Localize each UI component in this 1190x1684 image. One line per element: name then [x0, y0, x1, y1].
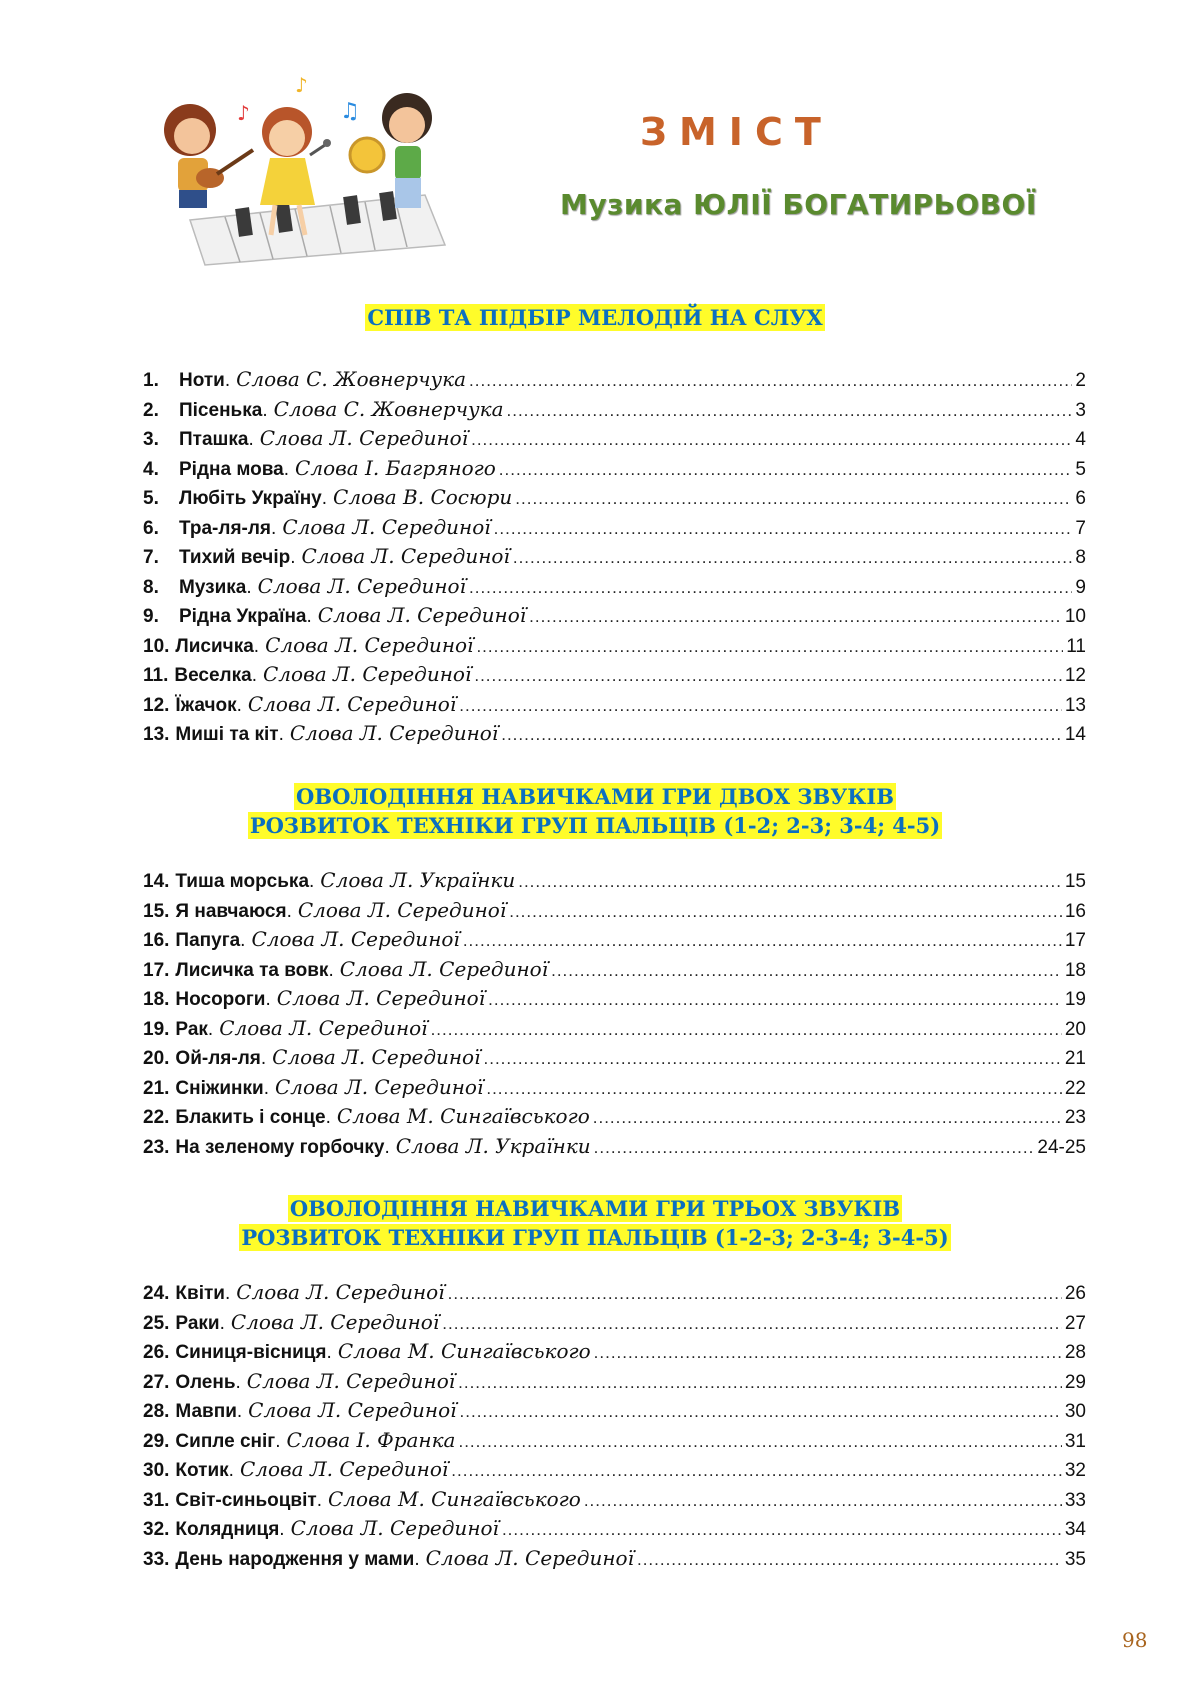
dot-leader: [451, 1461, 1062, 1481]
entry-page-number: 17: [1064, 930, 1086, 951]
entry-page-number: 12: [1064, 665, 1086, 686]
entry-number: 2.: [143, 399, 159, 421]
entry-number: 16.: [143, 930, 170, 951]
entry-title: Рідна мова: [179, 458, 284, 480]
entry-title: Тиша морська: [175, 871, 310, 892]
toc-entry: 22. Блакить і сонце . Слова М. Сингаївського ..... 23: [143, 1104, 1086, 1134]
dot-leader: [471, 430, 1072, 450]
entry-page-number: 13: [1064, 694, 1086, 716]
toc-entry: 32. Колядниця . Слова Л. Серединої ..... 34: [143, 1516, 1086, 1546]
dot-leader: [593, 1108, 1062, 1128]
toc-entry: 24. Квіти . Слова Л. Серединої ..... 26: [143, 1280, 1086, 1310]
dot-leader: [476, 637, 1063, 657]
entry-page-number: 7: [1075, 517, 1086, 539]
entry-lyricist: Слова Л. Серединої: [301, 544, 510, 568]
entry-title: День народження у мами: [175, 1548, 415, 1570]
entry-number: 15.: [143, 900, 170, 922]
entry-lyricist: Слова Л. Серединої: [317, 603, 527, 627]
dot-leader: [551, 961, 1062, 981]
entry-title: Веселка: [174, 665, 252, 686]
entry-number: 12.: [143, 694, 170, 716]
dot-leader: [513, 548, 1073, 568]
toc-entry: 1. Ноти . Слова С. Жовнерчука ..... 2: [143, 367, 1086, 397]
dot-leader: [501, 725, 1062, 745]
entry-title: Сніжинки: [175, 1077, 264, 1099]
entry-lyricist: Слова Л. Серединої: [251, 927, 460, 951]
toc-entry: 33. День народження у мами . Слова Л. Серединої ..... 35: [143, 1546, 1086, 1576]
dot-leader: [458, 1373, 1062, 1393]
entry-title: Ой-ля-ля: [175, 1048, 261, 1069]
entry-title: Синиця-вісниця: [175, 1342, 327, 1363]
dot-leader: [486, 1079, 1062, 1099]
entry-lyricist: Слова Л. Серединої: [339, 956, 549, 981]
composer-subtitle: Музика ЮЛІЇ БОГАТИРЬОВОЇ: [560, 188, 1037, 221]
entry-number: 24.: [143, 1283, 170, 1304]
entry-page-number: 33: [1064, 1489, 1086, 1511]
entry-title: Світ-синьоцвіт: [175, 1489, 317, 1511]
toc-entry: 31. Світ-синьоцвіт . Слова М. Сингаївського ..... 33: [143, 1487, 1086, 1517]
dot-leader: [469, 578, 1072, 598]
dot-leader: [458, 1432, 1061, 1452]
dot-leader: [509, 902, 1062, 922]
entry-number: 19.: [143, 1018, 170, 1040]
section-heading-line: ОВОЛОДІННЯ НАВИЧКАМИ ГРИ ТРЬОХ ЗВУКІВ: [289, 1196, 901, 1221]
entry-page-number: 29: [1064, 1371, 1086, 1393]
entry-number: 22.: [143, 1107, 170, 1128]
toc-entry: 28. Мавпи . Слова Л. Серединої ..... 30: [143, 1398, 1086, 1428]
dot-leader: [515, 489, 1072, 509]
section-heading-3: [0, 1194, 1190, 1252]
entry-title: Папуга: [175, 930, 241, 951]
toc-entry: 5. Любіть Україну . Слова В. Сосюри ..... 6: [143, 485, 1086, 515]
entry-lyricist: Слова Л. Серединої: [276, 986, 486, 1010]
entry-lyricist: Слова Л. Українки: [395, 1133, 591, 1158]
page-number: 98: [1122, 1628, 1148, 1652]
entry-title: Лисичка: [175, 635, 254, 657]
toc-entry: 30. Котик . Слова Л. Серединої ..... 32: [143, 1457, 1086, 1487]
entry-title: Котик: [175, 1460, 229, 1481]
entry-lyricist: Слова Л. Українки: [320, 868, 516, 892]
toc-entry: 2. Пісенька . Слова С. Жовнерчука ..... 3: [143, 397, 1086, 427]
entry-page-number: 4: [1075, 429, 1086, 450]
entry-lyricist: Слова Л. Серединої: [297, 897, 507, 922]
entry-lyricist: Слова Л. Серединої: [239, 1457, 449, 1481]
entry-page-number: 9: [1075, 576, 1086, 598]
entry-number: 6.: [143, 517, 159, 539]
entry-number: 10.: [143, 635, 170, 657]
dot-leader: [469, 371, 1072, 391]
section-heading-1: [0, 303, 1190, 332]
dot-leader: [484, 1049, 1062, 1069]
entry-page-number: 24-25: [1037, 1136, 1086, 1158]
entry-number: 29.: [143, 1430, 170, 1452]
entry-lyricist: Слова Л. Серединої: [290, 1516, 499, 1540]
toc-entry: 9. Рідна Україна . Слова Л. Серединої ..... 10: [143, 603, 1086, 633]
dot-leader: [448, 1284, 1062, 1304]
entry-number: 21.: [143, 1077, 170, 1099]
entry-lyricist: Слова Л. Серединої: [265, 632, 474, 657]
toc-entry: 8. Музика . Слова Л. Серединої ..... 9: [143, 574, 1086, 604]
entry-number: 23.: [143, 1136, 170, 1158]
dot-leader: [584, 1491, 1062, 1511]
entry-title: Колядниця: [175, 1519, 280, 1540]
entry-lyricist: Слова І. Франка: [286, 1427, 456, 1452]
entry-lyricist: Слова Л. Серединої: [257, 573, 466, 598]
dot-leader: [488, 990, 1062, 1010]
entry-title: Ноти: [179, 370, 225, 391]
boy-with-tambourine: [350, 93, 432, 208]
entry-title: Любіть Україну: [179, 488, 322, 509]
entry-lyricist: Слова М. Сингаївського: [336, 1104, 590, 1128]
dot-leader: [463, 931, 1062, 951]
entry-lyricist: Слова Л. Серединої: [236, 1280, 445, 1304]
entry-page-number: 32: [1064, 1460, 1086, 1481]
toc-entry: 10. Лисичка . Слова Л. Серединої ..... 11: [143, 633, 1086, 663]
entry-title: Олень: [175, 1371, 236, 1393]
entry-page-number: 8: [1075, 547, 1086, 568]
dot-leader: [474, 666, 1062, 686]
entry-title: Рак: [175, 1018, 208, 1040]
entry-number: 26.: [143, 1342, 170, 1363]
entry-page-number: 30: [1064, 1401, 1086, 1422]
entry-title: На зеленому горбочку: [175, 1136, 385, 1158]
dot-leader: [494, 519, 1073, 539]
entry-lyricist: Слова Л. Серединої: [230, 1309, 440, 1334]
entry-number: 17.: [143, 959, 170, 981]
toc-entry: 13. Миші та кіт . Слова Л. Серединої ..... 14: [143, 721, 1086, 751]
entry-page-number: 16: [1064, 900, 1086, 922]
entry-lyricist: Слова М. Сингаївського: [337, 1339, 591, 1363]
dot-leader: [442, 1314, 1062, 1334]
entry-number: 30.: [143, 1460, 170, 1481]
entry-lyricist: Слова Л. Серединої: [289, 721, 499, 745]
entry-title: Тихий вечір: [179, 547, 291, 568]
entry-lyricist: Слова В. Сосюри: [333, 485, 513, 509]
entry-title: Тра-ля-ля: [179, 517, 272, 539]
entry-title: Рідна Україна: [179, 606, 307, 627]
toc-entry: 3. Пташка . Слова Л. Серединої ..... 4: [143, 426, 1086, 456]
entry-page-number: 10: [1064, 606, 1086, 627]
entry-page-number: 19: [1064, 989, 1086, 1010]
dot-leader: [518, 872, 1062, 892]
entry-title: Блакить і сонце: [175, 1107, 326, 1128]
toc-entry: 29. Сипле сніг . Слова І. Франка ..... 31: [143, 1428, 1086, 1458]
entry-lyricist: Слова Л. Серединої: [282, 514, 491, 539]
section-heading-line: РОЗВИТОК ТЕХНІКИ ГРУП ПАЛЬЦІВ (1-2-3; 2-3-4; 3-4-5): [241, 1225, 949, 1250]
toc-entry: 6. Тра-ля-ля . Слова Л. Серединої ..... 7: [143, 515, 1086, 545]
entry-number: 18.: [143, 989, 170, 1010]
entry-number: 8.: [143, 576, 159, 598]
entry-number: 31.: [143, 1489, 170, 1511]
section-heading-line: СПІВ ТА ПІДБІР МЕЛОДІЙ НА СЛУХ: [367, 305, 823, 330]
svg-text:♪: ♪: [295, 73, 308, 97]
svg-text:♫: ♫: [340, 99, 360, 124]
toc-entry: 14. Тиша морська . Слова Л. Українки ..... 15: [143, 868, 1086, 898]
dot-leader: [502, 1520, 1062, 1540]
entry-number: 28.: [143, 1401, 170, 1422]
dot-leader: [594, 1343, 1062, 1363]
entry-page-number: 11: [1066, 635, 1086, 657]
toc-list-2: [143, 868, 1086, 1163]
dot-leader: [460, 1402, 1062, 1422]
section-heading-2: [0, 782, 1190, 840]
entry-lyricist: Слова Л. Серединої: [247, 691, 457, 716]
dot-leader: [459, 696, 1062, 716]
entry-page-number: 20: [1064, 1018, 1086, 1040]
section-heading-line: РОЗВИТОК ТЕХНІКИ ГРУП ПАЛЬЦІВ (1-2; 2-3; 3-4; 4-5): [249, 813, 941, 838]
toc-entry: 11. Веселка . Слова Л. Серединої ..... 12: [143, 662, 1086, 692]
entry-number: 33.: [143, 1548, 170, 1570]
dot-leader: [637, 1550, 1062, 1570]
toc-entry: 15. Я навчаюся . Слова Л. Серединої ..... 16: [143, 898, 1086, 928]
entry-lyricist: Слова Л. Серединої: [219, 1015, 428, 1040]
toc-list-1: [143, 367, 1086, 751]
entry-lyricist: Слова І. Багряного: [295, 455, 496, 480]
entry-number: 9.: [143, 606, 159, 627]
entry-page-number: 3: [1075, 399, 1086, 421]
entry-lyricist: Слова С. Жовнерчука: [236, 367, 467, 391]
entry-lyricist: Слова Л. Серединої: [262, 662, 472, 686]
entry-number: 14.: [143, 871, 170, 892]
dot-leader: [431, 1020, 1062, 1040]
toc-entry: 23. На зеленому горбочку . Слова Л. Українки ..... 24-25: [143, 1134, 1086, 1164]
toc-entry: 16. Папуга . Слова Л. Серединої ..... 17: [143, 927, 1086, 957]
entry-number: 5.: [143, 488, 159, 509]
document-title: ЗМІСТ: [640, 110, 833, 154]
entry-lyricist: Слова Л. Серединої: [259, 426, 469, 450]
toc-entry: 19. Рак . Слова Л. Серединої ..... 20: [143, 1016, 1086, 1046]
entry-number: 25.: [143, 1312, 170, 1334]
entry-lyricist: Слова Л. Серединої: [425, 1545, 634, 1570]
entry-page-number: 27: [1064, 1312, 1086, 1334]
entry-page-number: 35: [1064, 1548, 1086, 1570]
entry-page-number: 26: [1064, 1283, 1086, 1304]
entry-number: 4.: [143, 458, 159, 480]
entry-page-number: 2: [1075, 370, 1086, 391]
dot-leader: [529, 607, 1062, 627]
children-music-illustration: [145, 70, 475, 280]
toc-entry: 17. Лисичка та вовк . Слова Л. Серединої ..... 18: [143, 957, 1086, 987]
entry-number: 27.: [143, 1371, 170, 1393]
entry-number: 13.: [143, 724, 170, 745]
entry-title: Квіти: [175, 1283, 225, 1304]
entry-page-number: 15: [1064, 871, 1086, 892]
entry-page-number: 14: [1064, 724, 1086, 745]
entry-title: Я навчаюся: [175, 900, 287, 922]
toc-entry: 4. Рідна мова . Слова І. Багряного ..... 5: [143, 456, 1086, 486]
entry-title: Лисичка та вовк: [175, 959, 329, 981]
entry-title: Раки: [175, 1312, 220, 1334]
entry-lyricist: Слова Л. Серединої: [248, 1398, 457, 1422]
entry-page-number: 5: [1075, 458, 1086, 480]
entry-title: Їжачок: [175, 694, 237, 716]
entry-title: Музика: [179, 576, 247, 598]
entry-number: 7.: [143, 547, 159, 568]
entry-lyricist: Слова Л. Серединої: [246, 1368, 456, 1393]
entry-title: Сипле сніг: [175, 1430, 276, 1452]
svg-text:♪: ♪: [237, 101, 250, 125]
entry-page-number: 6: [1075, 488, 1086, 509]
toc-entry: 20. Ой-ля-ля . Слова Л. Серединої ..... 21: [143, 1045, 1086, 1075]
toc-entry: 18. Носороги . Слова Л. Серединої ..... 19: [143, 986, 1086, 1016]
entry-title: Мавпи: [175, 1401, 237, 1422]
toc-entry: 25. Раки . Слова Л. Серединої ..... 27: [143, 1310, 1086, 1340]
dot-leader: [507, 401, 1073, 421]
toc-entry: 27. Олень . Слова Л. Серединої ..... 29: [143, 1369, 1086, 1399]
entry-number: 11.: [143, 665, 169, 686]
entry-page-number: 34: [1064, 1519, 1086, 1540]
entry-lyricist: Слова Л. Серединої: [275, 1074, 484, 1099]
section-heading-line: ОВОЛОДІННЯ НАВИЧКАМИ ГРИ ДВОХ ЗВУКІВ: [296, 784, 894, 809]
toc-entry: 7. Тихий вечір . Слова Л. Серединої ..... 8: [143, 544, 1086, 574]
entry-title: Пісенька: [179, 399, 263, 421]
entry-page-number: 31: [1064, 1430, 1086, 1452]
entry-number: 1.: [143, 370, 159, 391]
toc-entry: 12. Їжачок . Слова Л. Серединої ..... 13: [143, 692, 1086, 722]
entry-title: Миші та кіт: [175, 724, 279, 745]
entry-number: 20.: [143, 1048, 170, 1069]
entry-lyricist: Слова С. Жовнерчука: [273, 396, 504, 421]
toc-entry: 26. Синиця-вісниця . Слова М. Сингаївського ..... 28: [143, 1339, 1086, 1369]
entry-page-number: 23: [1064, 1107, 1086, 1128]
entry-lyricist: Слова Л. Серединої: [272, 1045, 481, 1069]
entry-page-number: 18: [1064, 959, 1086, 981]
entry-title: Носороги: [175, 989, 266, 1010]
dot-leader: [499, 460, 1073, 480]
toc-entry: 21. Сніжинки . Слова Л. Серединої ..... 22: [143, 1075, 1086, 1105]
entry-page-number: 28: [1064, 1342, 1086, 1363]
entry-page-number: 21: [1064, 1048, 1086, 1069]
entry-number: 32.: [143, 1519, 170, 1540]
entry-lyricist: Слова М. Сингаївського: [327, 1486, 581, 1511]
toc-list-3: [143, 1280, 1086, 1575]
entry-title: Пташка: [179, 429, 249, 450]
dot-leader: [594, 1138, 1035, 1158]
entry-number: 3.: [143, 429, 159, 450]
entry-page-number: 22: [1064, 1077, 1086, 1099]
